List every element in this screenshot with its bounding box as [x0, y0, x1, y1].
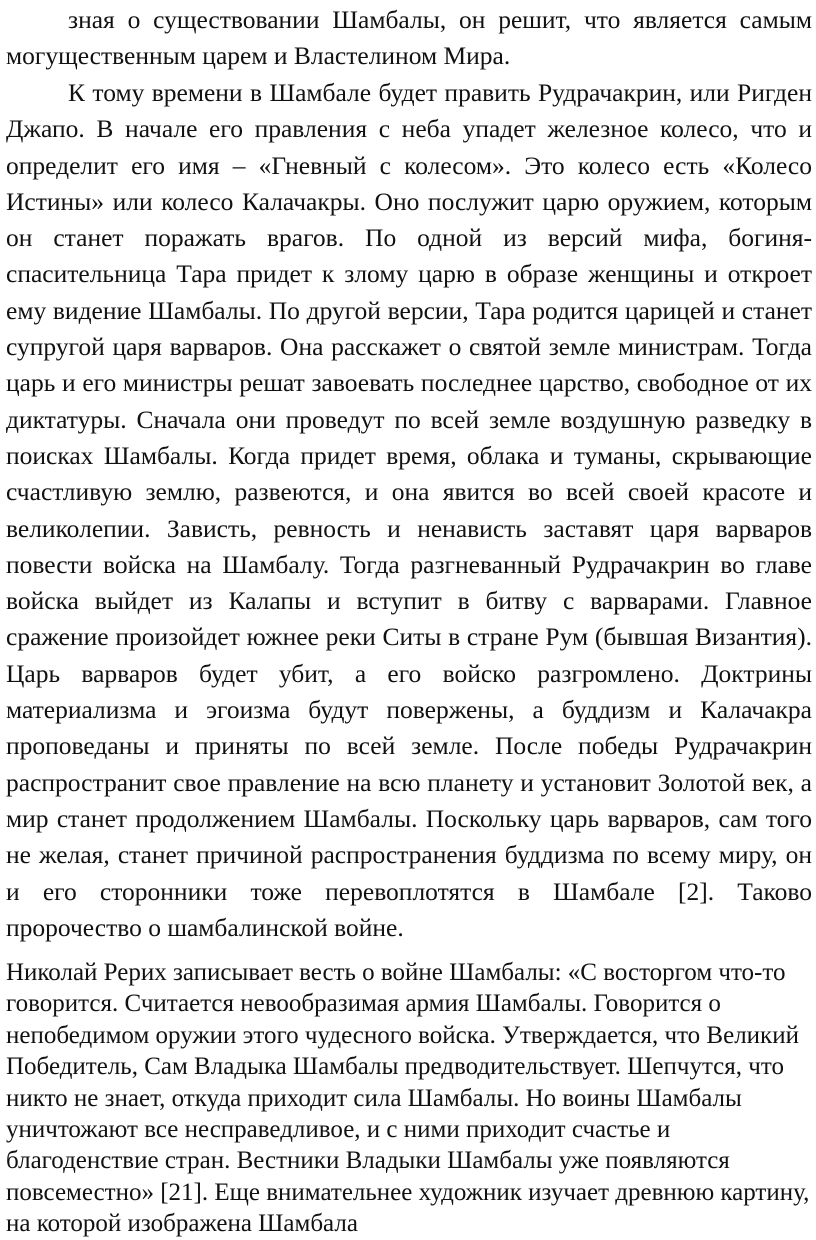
paragraph-prophecy: К тому времени в Шамбале будет править Рудрачакрин, или Ригден Джапо. В начале его правления с неба упадет железное колесо, что и определит его имя – «Гневный с колесом». Это колесо есть «Колесо Истины» или колесо Калачакры. Оно послужит царю оружием, которым он станет поражать врагов. По одной из версий мифа, богиня-спасительница Тара придет к злому царю в образе женщины и откроет ему видение Шамбалы. По другой версии, Тара родится царицей и станет супругой царя варваров. Она расскажет о святой земле министрам. Тогда царь и его министры решат завоевать последнее царство, свободное от их диктатуры. Сначала они проведут по всей земле воздушную разведку в поисках Шамбалы. Когда придет время, облака и туманы, скрывающие счастливую землю, развеются, и она явится во всей своей красоте и великолепии. Зависть, ревность и ненависть заставят царя варваров повести войска на Шамбалу. Тогда разгневанный Рудрачакрин во главе войска выйдет из Калапы и вступит в битву с варварами. Главное сражение произойдет южнее реки Ситы в стране Рум (бывшая Византия). Царь варваров будет убит, а его войско разгромлено. Доктрины материализма и эгоизма будут повержены, а буддизм и Калачакра проповеданы и приняты по всей земле. После победы Рудрачакрин распространит свое правление на всю планету и установит Золотой век, а мир станет продолжением Шамбалы. Поскольку царь варваров, сам того не желая, станет причиной распространения буддизма по всему миру, он и его сторонники тоже перевоплотятся в Шамбале [2]. Таково пророчество о шамбалинской войне. — [6, 78, 812, 942]
paragraph-roerich: Николай Рерих записывает весть о войне Шамбалы: «С восторгом что-то говорится. Считается невообразимая армия Шамбалы. Говорится о непобедимом оружии этого чудесного войска. Утверждается, что Великий Победитель, Сам Владыка Шамбалы предводительствует. Шепчутся, что никто не знает, откуда приходит сила Шамбалы. Но воины Шамбалы уничтожают все несправедливое, и с ними приходит счастье и благоденствие стран. Вестники Владыки Шамбалы уже появляются повсеместно» [21]. Еще внимательнее художник изучает древнюю картину, на которой изображена Шамбала — [6, 959, 810, 1238]
paragraph-continuation: зная о существовании Шамбалы, он решит, что является самым могущественным царем и Властелином Мира. — [6, 5, 812, 71]
